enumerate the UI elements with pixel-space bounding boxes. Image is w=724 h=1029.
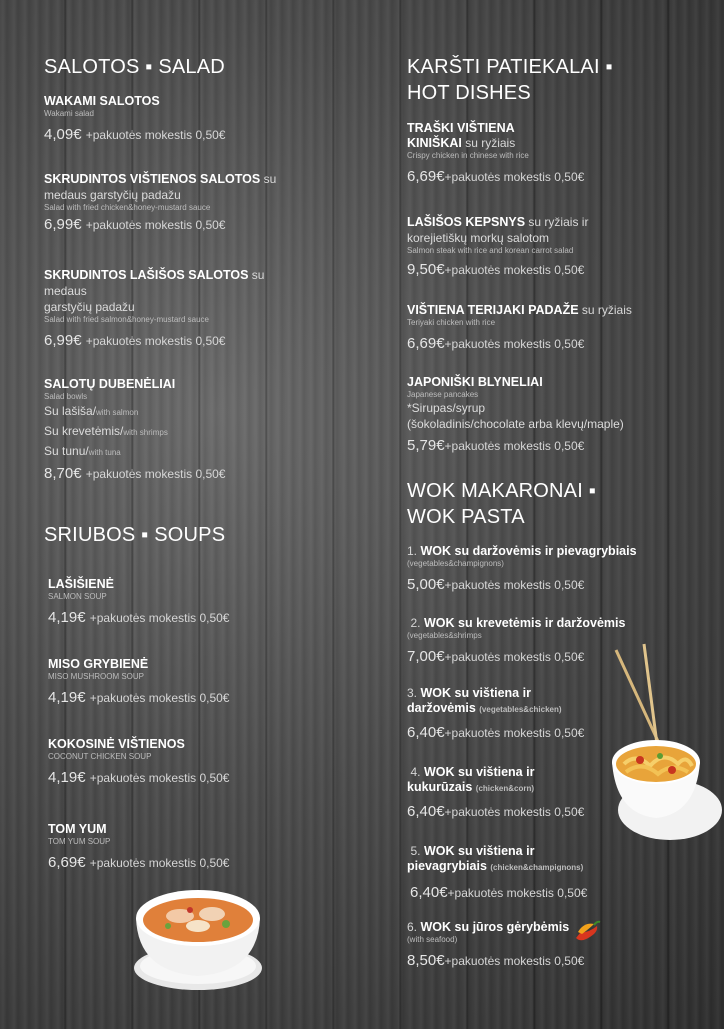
item-english: COCONUT CHICKEN SOUP	[48, 752, 152, 761]
item-price: 6,69€+pakuotės mokestis 0,50€	[407, 335, 585, 352]
menu-item-salad-bowls	[44, 377, 364, 484]
item-price: 6,40€+pakuotės mokestis 0,50€	[407, 724, 585, 741]
wok-heading: WOK MAKARONAI ▪ WOK PASTA	[407, 480, 596, 528]
item-english: SALMON SOUP	[48, 592, 107, 601]
item-name: SKRUDINTOS LAŠIŠOS SALOTOS su	[44, 268, 265, 282]
item-name: VIŠTIENA TERIJAKI PADAŽE su ryžiais	[407, 303, 632, 317]
item-name: 1. WOK su daržovėmis ir pievagrybiais	[407, 544, 637, 558]
item-price: 5,79€+pakuotės mokestis 0,50€	[407, 437, 585, 454]
item-name-2: kukurūzais (chicken&corn)	[407, 780, 535, 794]
item-english: Wakami salad	[44, 109, 94, 118]
item-name: 3. WOK su vištiena ir	[407, 686, 531, 700]
bowl-option-salmon: Su lašiša/with salmon	[44, 404, 139, 418]
syrup-label: *Sirupas/syrup	[407, 401, 486, 415]
menu-item-chicken-salad	[44, 172, 364, 235]
item-name-2: KINIŠKAI su ryžiais	[407, 136, 516, 150]
item-name-2: pievagrybiais (chicken&champignons)	[407, 859, 584, 873]
item-price: 6,69€+pakuotės mokestis 0,50€	[407, 168, 585, 185]
item-english: Salad bowls	[44, 392, 88, 401]
item-english: Teriyaki chicken with rice	[407, 318, 496, 327]
menu-item-wakami	[44, 94, 364, 145]
item-price: 6,99€ +pakuotės mokestis 0,50€	[44, 332, 226, 349]
bowl-option-tuna: Su tunu/with tuna	[44, 444, 121, 458]
item-price: 6,40€+pakuotės mokestis 0,50€	[407, 803, 585, 820]
item-name: JAPONIŠKI BLYNELIAI	[407, 375, 543, 389]
noodle-bowl-icon	[606, 642, 724, 852]
item-name: 5. WOK su vištiena ir	[410, 844, 535, 858]
item-description-2: garstyčių padažu	[44, 300, 135, 314]
item-description: medaus	[44, 284, 87, 298]
item-price: 4,19€ +pakuotės mokestis 0,50€	[48, 689, 230, 706]
item-description: korejietiškų morkų salotom	[407, 231, 550, 245]
menu-item-crispy-chicken	[407, 121, 707, 187]
item-price: 4,19€ +pakuotės mokestis 0,50€	[48, 769, 230, 786]
item-english: Salad with fried chicken&honey-mustard sauce	[44, 203, 211, 212]
item-price: 8,70€ +pakuotės mokestis 0,50€	[44, 465, 226, 482]
item-name: LAŠIŠOS KEPSNYS su ryžiais ir	[407, 215, 589, 229]
item-name: MISO GRYBIENĖ	[48, 657, 149, 671]
item-description: medaus garstyčių padažu	[44, 188, 181, 202]
menu-item-teriyaki-chicken	[407, 303, 707, 354]
item-name: SKRUDINTOS VIŠTIENOS SALOTOS su	[44, 172, 277, 186]
item-name: KOKOSINĖ VIŠTIENOS	[48, 737, 185, 751]
menu-item-wok-6	[407, 920, 707, 971]
item-name: LAŠIŠIENĖ	[48, 577, 114, 591]
item-english: (vegetables&shrimps	[407, 631, 482, 640]
chili-pepper-icon	[572, 918, 602, 946]
item-price: 6,69€ +pakuotės mokestis 0,50€	[48, 854, 230, 871]
item-price: 9,50€+pakuotės mokestis 0,50€	[407, 261, 585, 278]
item-name: TOM YUM	[48, 822, 107, 836]
item-price: 4,19€ +pakuotės mokestis 0,50€	[48, 609, 230, 626]
menu-item-miso-soup	[48, 657, 368, 708]
hot-dishes-heading: KARŠTI PATIEKALAI ▪ HOT DISHES	[407, 56, 613, 104]
item-price: 7,00€+pakuotės mokestis 0,50€	[407, 648, 585, 665]
item-name: 2. WOK su krevetėmis ir daržovėmis	[410, 616, 626, 630]
menu-item-salmon-salad	[44, 268, 364, 351]
item-price: 5,00€+pakuotės mokestis 0,50€	[407, 576, 585, 593]
salad-heading: SALOTOS ▪ SALAD	[44, 56, 225, 78]
menu-item-tom-yum	[48, 822, 368, 873]
item-english: Salmon steak with rice and korean carrot salad	[407, 246, 574, 255]
item-english: Japanese pancakes	[407, 390, 479, 399]
item-english: MISO MUSHROOM SOUP	[48, 672, 145, 681]
soup-bowl-icon	[128, 880, 268, 1000]
menu-item-coconut-soup	[48, 737, 368, 788]
item-english: (with seafood)	[407, 935, 458, 944]
item-name: WAKAMI SALOTOS	[44, 94, 160, 108]
bowl-option-shrimps: Su krevetėmis/with shrimps	[44, 424, 168, 438]
item-english: Crispy chicken in chinese with rice	[407, 151, 529, 160]
item-name: 4. WOK su vištiena ir	[410, 765, 535, 779]
soups-heading: SRIUBOS ▪ SOUPS	[44, 524, 226, 546]
item-english: TOM YUM SOUP	[48, 837, 111, 846]
menu-item-wok-1	[407, 544, 707, 595]
item-name: SALOTŲ DUBENĖLIAI	[44, 377, 176, 391]
item-price: 6,40€+pakuotės mokestis 0,50€	[410, 884, 588, 901]
item-price: 4,09€ +pakuotės mokestis 0,50€	[44, 126, 226, 143]
item-english: Salad with fried salmon&honey-mustard sauce	[44, 315, 209, 324]
menu-item-salmon-steak	[407, 215, 707, 280]
menu-item-japanese-pancakes	[407, 375, 707, 456]
item-price: 6,99€ +pakuotės mokestis 0,50€	[44, 216, 226, 233]
item-name-2: daržovėmis (vegetables&chicken)	[407, 701, 562, 715]
item-name: 6. WOK su jūros gėrybėmis	[407, 920, 570, 934]
menu-item-salmon-soup	[48, 577, 368, 628]
item-price: 8,50€+pakuotės mokestis 0,50€	[407, 952, 585, 969]
item-name: TRAŠKI VIŠTIENA	[407, 121, 515, 135]
item-english: (vegetables&champignons)	[407, 559, 504, 568]
menu-item-wok-5	[407, 844, 707, 903]
syrup-options: (šokoladinis/chocolate arba klevų/maple)	[407, 417, 624, 431]
